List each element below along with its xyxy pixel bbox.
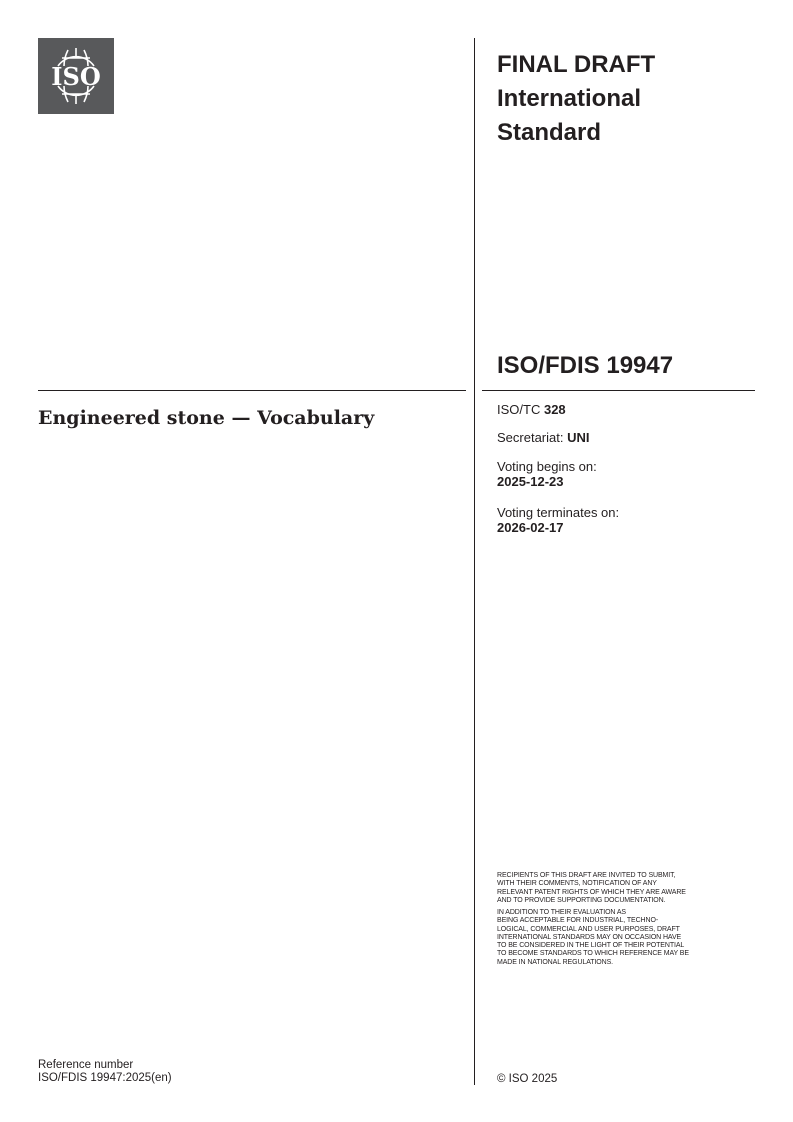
- logo-text: ISO: [51, 62, 101, 91]
- notice-line: LOGICAL, COMMERCIAL AND USER PURPOSES, DRAFT: [497, 925, 680, 933]
- horizontal-divider-right: [482, 390, 755, 391]
- doc-type-line: FINAL DRAFT: [497, 51, 656, 78]
- notice-line: INTERNATIONAL STANDARDS MAY ON OCCASION HAVE: [497, 933, 682, 941]
- voting-begins: [497, 459, 597, 489]
- doc-type-line: Standard: [497, 119, 602, 146]
- iso-logo: [38, 38, 114, 114]
- doc-type-line: International: [497, 85, 642, 112]
- reference-number: [38, 1059, 172, 1085]
- document-title: Engineered stone — Vocabulary: [38, 407, 375, 429]
- notice-line: BEING ACCEPTABLE FOR INDUSTRIAL, TECHNO-: [497, 917, 659, 925]
- notice-line: RELEVANT PATENT RIGHTS OF WHICH THEY ARE AWARE: [497, 888, 686, 896]
- horizontal-divider-left: [38, 390, 466, 391]
- vertical-divider: [474, 38, 475, 1085]
- notice-paragraph-1: [497, 872, 686, 905]
- voting-begins-label: Voting begins on:: [497, 459, 597, 474]
- reference-label: Reference number: [38, 1059, 134, 1071]
- secretariat: [497, 430, 590, 445]
- voting-terminates-date: 2026-02-17: [497, 520, 564, 535]
- notice-line: IN ADDITION TO THEIR EVALUATION AS: [497, 909, 626, 916]
- notice-paragraph-2: [497, 909, 689, 967]
- notice-line: AND TO PROVIDE SUPPORTING DOCUMENTATION.: [497, 896, 666, 904]
- document-type: [497, 48, 655, 150]
- notice-line: WITH THEIR COMMENTS, NOTIFICATION OF ANY: [497, 880, 657, 888]
- voting-begins-date: 2025-12-23: [497, 474, 564, 489]
- secretariat-label: Secretariat:: [497, 430, 564, 445]
- reference-value: ISO/FDIS 19947:2025(en): [38, 1072, 172, 1084]
- notice-line: TO BE CONSIDERED IN THE LIGHT OF THEIR POTENTIAL: [497, 942, 685, 950]
- iso-globe-icon: [38, 38, 114, 114]
- secretariat-value: UNI: [567, 430, 590, 445]
- document-number: ISO/FDIS 19947: [497, 352, 674, 379]
- technical-committee: [497, 402, 566, 417]
- notice-line: RECIPIENTS OF THIS DRAFT ARE INVITED TO SUBMIT,: [497, 872, 676, 879]
- notice-line: TO BECOME STANDARDS TO WHICH REFERENCE MAY BE: [497, 950, 689, 958]
- voting-terminates-label: Voting terminates on:: [497, 505, 620, 520]
- copyright: © ISO 2025: [497, 1073, 558, 1085]
- tc-value: 328: [543, 402, 566, 417]
- voting-terminates: [497, 505, 619, 535]
- notice-line: MADE IN NATIONAL REGULATIONS.: [497, 958, 613, 966]
- tc-label: ISO/TC: [497, 402, 541, 417]
